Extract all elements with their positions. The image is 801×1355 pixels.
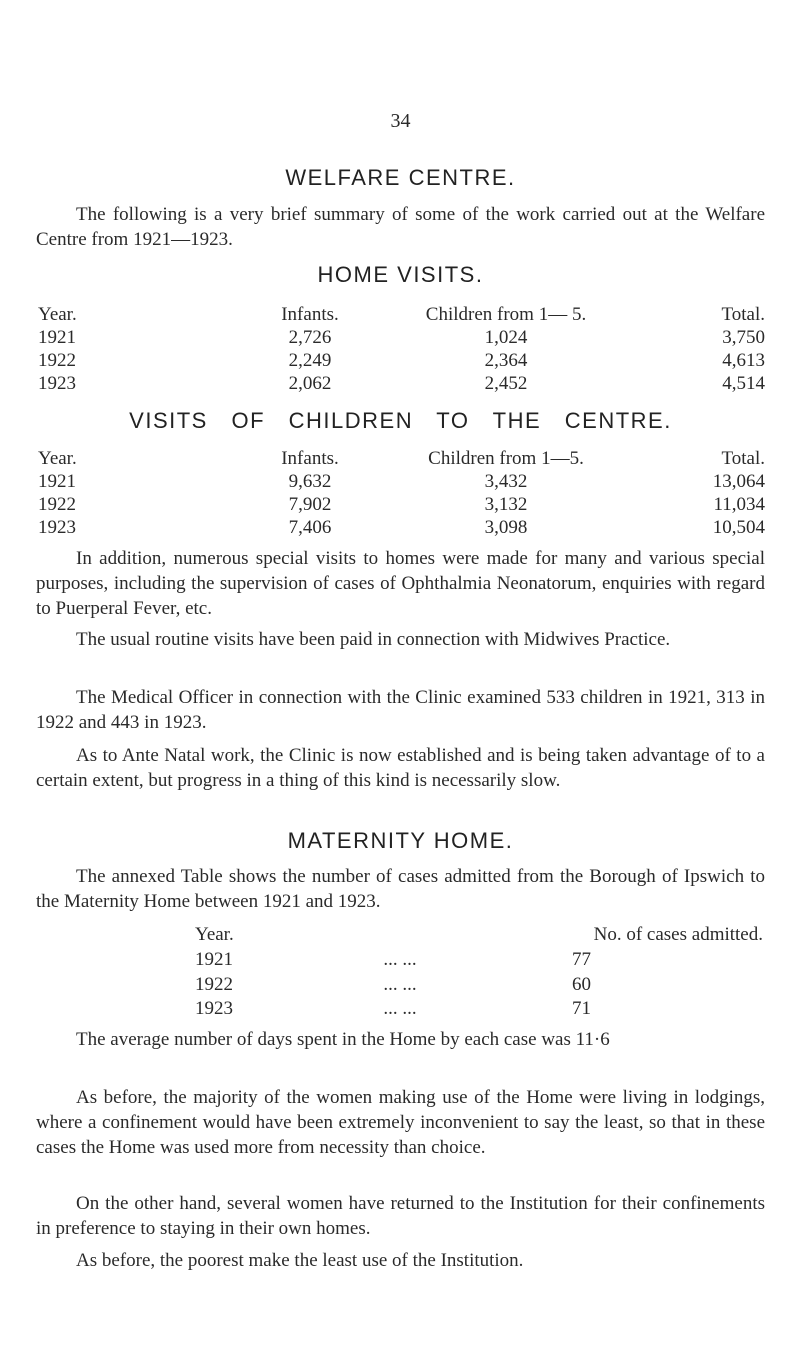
poorest-paragraph: As before, the poorest make the least use of the Institution. xyxy=(76,1250,524,1271)
table-row xyxy=(0,373,801,397)
maternity-home-title: MATERNITY HOME. xyxy=(287,828,514,853)
table-row xyxy=(0,949,801,973)
header-year: Year. xyxy=(195,924,234,945)
page-number: 34 xyxy=(390,110,411,132)
cell-total: 3,750 xyxy=(722,327,765,348)
welfare-centre-title: WELFARE CENTRE. xyxy=(285,165,516,190)
cell-children: 2,452 xyxy=(484,373,528,394)
header-year: Year. xyxy=(38,448,77,469)
table-row xyxy=(0,974,801,998)
routine-visits-paragraph: The usual routine visits have been paid in connection with Midwives Practice. xyxy=(76,629,671,650)
cell-children: 1,024 xyxy=(484,327,528,348)
cell-year: 1921 xyxy=(195,949,233,970)
header-children: Children from 1— 5. xyxy=(425,304,587,325)
ante-natal-paragraph: As to Ante Natal work, the Clinic is now established and is being taken advantage of to a certain extent, but progress in a thing of this kind is necessarily slow. xyxy=(36,745,765,791)
cell-total: 11,034 xyxy=(713,494,765,515)
table-header-row xyxy=(0,448,801,472)
table-header-row xyxy=(0,304,801,328)
cell-year: 1921 xyxy=(38,327,76,348)
cell-year: 1923 xyxy=(38,517,76,538)
cell-cases: 60 xyxy=(572,974,591,995)
table-row xyxy=(0,327,801,351)
cell-year: 1923 xyxy=(38,373,76,394)
medical-officer-paragraph: The Medical Officer in connection with the Clinic examined 533 children in 1921, 313 in 1922 and 443 in 1923. xyxy=(36,687,765,733)
dot-leader: ... ... xyxy=(383,974,417,995)
header-total: Total. xyxy=(721,304,765,325)
dot-leader: ... ... xyxy=(383,949,417,970)
cell-children: 3,098 xyxy=(484,517,528,538)
cell-children: 3,432 xyxy=(484,471,528,492)
cell-total: 13,064 xyxy=(712,471,765,492)
cell-total: 4,514 xyxy=(722,373,765,394)
header-infants: Infants. xyxy=(281,448,339,469)
welfare-intro: The following is a very brief summary of some of the work carried out at the Welfare Centre from 1921—1923. xyxy=(36,204,765,250)
cell-infants: 7,406 xyxy=(288,517,332,538)
table-row xyxy=(0,350,801,374)
table-row xyxy=(0,471,801,495)
table-row xyxy=(0,494,801,518)
cell-total: 4,613 xyxy=(722,350,765,371)
cell-year: 1923 xyxy=(195,998,233,1019)
cell-cases: 77 xyxy=(572,949,591,970)
header-year: Year. xyxy=(38,304,77,325)
special-visits-paragraph: In addition, numerous special visits to homes were made for many and various special purposes, including the supervision of cases of Ophthalmia Neonatorum, enquiries with regard to Puerperal Fever, etc. xyxy=(36,548,765,619)
cell-infants: 2,726 xyxy=(288,327,332,348)
average-days-paragraph: The average number of days spent in the Home by each case was 11·6 xyxy=(76,1029,610,1050)
cell-year: 1922 xyxy=(38,350,76,371)
cell-infants: 2,062 xyxy=(288,373,332,394)
dot-leader: ... ... xyxy=(383,998,417,1019)
cell-children: 3,132 xyxy=(484,494,528,515)
table-header-row xyxy=(0,924,801,948)
other-hand-paragraph: On the other hand, several women have returned to the Institution for their confinements in preference to staying in their own homes. xyxy=(36,1193,765,1239)
lodgings-paragraph: As before, the majority of the women making use of the Home were living in lodgings, where a confinement would have been extremely inconvenient to say the least, so that in these cases the Home was used more from necessity than choice. xyxy=(36,1087,765,1158)
cell-infants: 2,249 xyxy=(288,350,332,371)
cell-year: 1922 xyxy=(38,494,76,515)
cell-cases: 71 xyxy=(572,998,591,1019)
table-row xyxy=(0,998,801,1022)
header-children: Children from 1—5. xyxy=(428,448,584,469)
centre-visits-title: VISITS OF CHILDREN TO THE CENTRE. xyxy=(129,408,672,433)
cell-year: 1922 xyxy=(195,974,233,995)
cell-total: 10,504 xyxy=(712,517,765,538)
maternity-intro: The annexed Table shows the number of cases admitted from the Borough of Ipswich to the Maternity Home between 1921 and 1923. xyxy=(36,866,765,912)
cell-infants: 7,902 xyxy=(288,494,332,515)
cell-year: 1921 xyxy=(38,471,76,492)
header-cases: No. of cases admitted. xyxy=(593,924,763,945)
header-total: Total. xyxy=(721,448,765,469)
cell-children: 2,364 xyxy=(484,350,528,371)
table-row xyxy=(0,517,801,541)
home-visits-title: HOME VISITS. xyxy=(317,262,484,287)
cell-infants: 9,632 xyxy=(288,471,332,492)
header-infants: Infants. xyxy=(281,304,339,325)
